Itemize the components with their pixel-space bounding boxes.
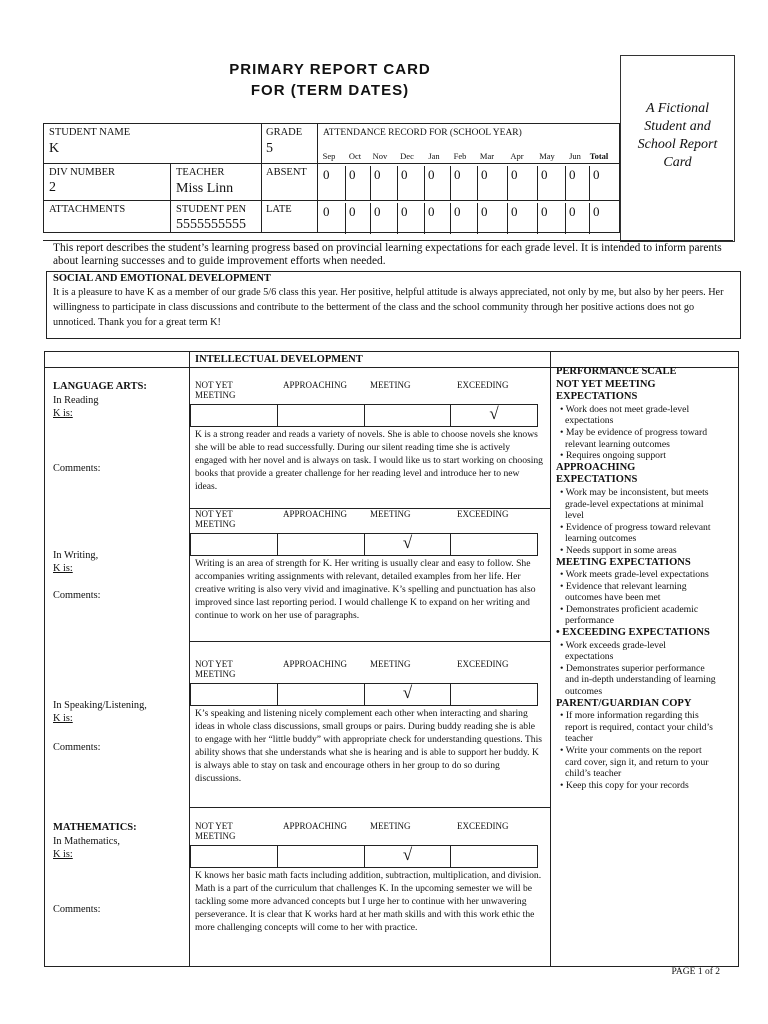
- subject-heading: LANGUAGE ARTS:: [53, 381, 147, 392]
- check-mark-icon: √: [489, 404, 499, 423]
- check-mark-icon: √: [402, 845, 413, 864]
- subject-area: In Reading: [53, 395, 99, 406]
- attendance-cell-divider: [370, 203, 371, 234]
- parent-bullet: • Write your comments on the report card cover, sign it, and return to your child’s teacher: [556, 745, 716, 780]
- attachments-label: ATTACHMENTS: [49, 204, 126, 215]
- scale-bullet: • Work meets grade-level expectations: [556, 569, 716, 581]
- scale-bullet: • Needs support in some areas: [556, 545, 716, 557]
- attendance-cell-divider: [397, 166, 398, 201]
- comments-label: Comments:: [53, 904, 101, 915]
- section-divider: [190, 641, 550, 642]
- subject-area: In Speaking/Listening,: [53, 700, 147, 711]
- fictional-note-box: [620, 55, 735, 242]
- absent-count: 0: [428, 167, 435, 182]
- rating-scale-label: APPROACHING: [283, 509, 348, 519]
- teacher-comment: K is a strong reader and reads a variety of novels. She is able to choose novels she knows she will be able to read successfully. During our silent reading time she is actively engaged with her novel and is always on task. I would like us to start working on choosing books that provide a greater challenge for her reading level and introduce her to new ideas.: [195, 429, 543, 493]
- scale-bullet: • Demonstrates proficient academic performance: [556, 604, 716, 627]
- rating-scale-label: EXCEEDING: [457, 509, 509, 519]
- late-count: 0: [428, 204, 435, 219]
- absent-count: 0: [569, 167, 576, 182]
- late-count: 0: [454, 204, 461, 219]
- attendance-cell-divider: [477, 166, 478, 201]
- scale-bullet: • Requires ongoing support: [556, 450, 716, 462]
- absent-count: 0: [541, 167, 548, 182]
- late-count: 0: [401, 204, 408, 219]
- rating-box[interactable]: [450, 845, 538, 868]
- month-header: Total: [589, 151, 609, 161]
- student-is-label: K is:: [53, 563, 73, 574]
- absent-count: 0: [511, 167, 518, 182]
- month-header: Feb: [453, 151, 467, 161]
- student-is-label: K is:: [53, 849, 73, 860]
- scale-bullet: • Evidence of progress toward relevant learning outcomes: [556, 522, 716, 545]
- month-header: Sep: [322, 151, 336, 161]
- comments-label: Comments:: [53, 742, 101, 753]
- rating-box[interactable]: [277, 404, 365, 427]
- student-name-label: STUDENT NAME: [49, 127, 131, 138]
- subject-area: In Mathematics,: [53, 836, 120, 847]
- rating-box[interactable]: [277, 683, 365, 706]
- scale-group-title: NOT YET MEETING EXPECTATIONS: [556, 378, 656, 403]
- teacher-label: TEACHER: [176, 167, 225, 178]
- attendance-cell-divider: [345, 166, 346, 201]
- rating-scale-label: NOT YET MEETING: [195, 380, 236, 400]
- parent-bullet: • If more information regarding this report is required, contact your child’s teacher: [556, 710, 716, 745]
- fictional-note: A Fictional Student and School Report Card: [637, 101, 718, 170]
- month-header: Jan: [428, 151, 440, 161]
- scale-group-title: MEETING EXPECTATIONS: [556, 556, 691, 568]
- rating-box[interactable]: [190, 404, 278, 427]
- check-mark-icon: √: [402, 683, 413, 702]
- rating-box[interactable]: [364, 533, 451, 556]
- rating-box[interactable]: [450, 404, 538, 427]
- attendance-cell-divider: [477, 203, 478, 234]
- attendance-cell-divider: [424, 203, 425, 234]
- attendance-label: ATTENDANCE RECORD FOR (SCHOOL YEAR): [323, 128, 522, 138]
- attendance-cell-divider: [424, 166, 425, 201]
- absent-count: 0: [323, 167, 330, 182]
- teacher-name: Miss Linn: [176, 181, 234, 196]
- late-count: 0: [323, 204, 330, 219]
- late-count: 0: [541, 204, 548, 219]
- absent-count: 0: [401, 167, 408, 182]
- parent-bullet: • Keep this copy for your records: [556, 780, 716, 792]
- report-title-line2: FOR (TERM DATES): [250, 82, 410, 99]
- rating-scale-label: NOT YET MEETING: [195, 659, 236, 679]
- attendance-cell-divider: [370, 166, 371, 201]
- rating-scale-label: EXCEEDING: [457, 659, 509, 669]
- comments-label: Comments:: [53, 463, 101, 474]
- attendance-cell-divider: [565, 203, 566, 234]
- late-count: 0: [374, 204, 381, 219]
- performance-scale-heading: PERFORMANCE SCALE: [556, 366, 677, 377]
- rating-box[interactable]: [277, 533, 365, 556]
- rating-box[interactable]: [364, 845, 451, 868]
- student-pen: 5555555555: [176, 217, 246, 232]
- absent-count: 0: [374, 167, 381, 182]
- teacher-comment: Writing is an area of strength for K. Her writing is usually clear and easy to follow. She accompanies writing assignments with relevant, detailed examples from her life. Her creative writing is also very vivid and imaginative. K’s spelling and punctuation has also improved since last reporting period. I would challenge K to expand on her writing and continue to work on her use of paragraphs.: [195, 558, 536, 622]
- rating-scale-label: EXCEEDING: [457, 821, 509, 831]
- check-mark-icon: √: [402, 533, 413, 552]
- student-is-label: K is:: [53, 713, 73, 724]
- attendance-cell-divider: [537, 203, 538, 234]
- attendance-cell-divider: [397, 203, 398, 234]
- scale-bullet: • Demonstrates superior performance and in-depth understanding of learning outcomes: [556, 663, 716, 698]
- absent-count: 0: [593, 167, 600, 182]
- rating-scale-label: APPROACHING: [283, 380, 348, 390]
- intellectual-heading: INTELLECTUAL DEVELOPMENT: [195, 354, 363, 365]
- month-header: Apr: [510, 151, 524, 161]
- rating-scale-label: NOT YET MEETING: [195, 821, 236, 841]
- absent-count: 0: [454, 167, 461, 182]
- month-header: Jun: [569, 151, 581, 161]
- rating-scale-label: MEETING: [370, 821, 411, 831]
- absent-count: 0: [349, 167, 356, 182]
- month-header: May: [539, 151, 555, 161]
- month-header: Mar: [479, 151, 495, 161]
- attendance-cell-divider: [450, 166, 451, 201]
- attendance-cell-divider: [537, 166, 538, 201]
- late-count: 0: [349, 204, 356, 219]
- attendance-cell-divider: [507, 203, 508, 234]
- absent-label: ABSENT: [266, 167, 307, 178]
- rating-box[interactable]: [364, 683, 451, 706]
- student-name: K: [49, 141, 60, 156]
- month-header: Nov: [372, 151, 388, 161]
- attendance-cell-divider: [507, 166, 508, 201]
- subject-area: In Writing,: [53, 550, 99, 561]
- student-is-label: K is:: [53, 408, 73, 419]
- late-count: 0: [481, 204, 488, 219]
- div-number: 2: [49, 180, 56, 195]
- rating-scale-label: APPROACHING: [283, 821, 348, 831]
- attendance-cell-divider: [345, 203, 346, 234]
- page-number: PAGE 1 of 2: [671, 967, 720, 977]
- attendance-cell-divider: [565, 166, 566, 201]
- parent-copy-heading: PARENT/GUARDIAN COPY: [556, 697, 692, 709]
- attendance-cell-divider: [589, 203, 590, 234]
- subject-heading: MATHEMATICS:: [53, 822, 137, 833]
- comments-label: Comments:: [53, 590, 101, 601]
- rating-box[interactable]: [190, 845, 278, 868]
- scale-bullet: • Work does not meet grade-level expectations: [556, 404, 716, 427]
- late-count: 0: [511, 204, 518, 219]
- rating-box[interactable]: [450, 533, 538, 556]
- month-header: Oct: [348, 151, 362, 161]
- rating-scale-label: NOT YET MEETING: [195, 509, 236, 529]
- rating-box[interactable]: [364, 404, 451, 427]
- rating-box[interactable]: [190, 533, 278, 556]
- scale-bullet: • Work exceeds grade-level expectations: [556, 640, 716, 663]
- late-label: LATE: [266, 204, 292, 215]
- rating-box[interactable]: [190, 683, 278, 706]
- teacher-comment: K knows her basic math facts including addition, subtraction, multiplication, and division. Math is a part of the curriculum that challenges K. In the upcoming semester we will be tackling some more advanced concepts but I urge her to continue with her unwavering perseverance. It is clear that K works hard at her math skills and with this work ethic the more challenging concepts will come to her with practice.: [195, 870, 542, 934]
- rating-box[interactable]: [277, 845, 365, 868]
- rating-scale-label: MEETING: [370, 659, 411, 669]
- scale-group-title: • EXCEEDING EXPECTATIONS: [556, 627, 710, 639]
- performance-scale-groups: [556, 379, 716, 698]
- report-title-line1: PRIMARY REPORT CARD: [229, 61, 431, 78]
- scale-bullet: • May be evidence of progress toward relevant learning outcomes: [556, 427, 716, 450]
- rating-scale-label: MEETING: [370, 380, 411, 390]
- attendance-cell-divider: [589, 166, 590, 201]
- intro-text: This report describes the student’s learning progress based on provincial learning expectations for each grade level. It is intended to inform parents about learning successes and to guide improvement efforts when needed.: [53, 242, 722, 267]
- parent-copy-bullets: [556, 710, 716, 791]
- social-text: It is a pleasure to have K as a member of our grade 5/6 class this year. Her positive, helpful attitude is always appreciated, not only by me, but also by her peers. Her willingness to participate in class discussions and contribute to the betterment of the class and the school community through her positive actions does not go unnoticed. Thank you for a great term K!: [53, 287, 724, 328]
- grade-value: 5: [266, 141, 273, 156]
- grade-label: GRADE: [266, 127, 303, 138]
- teacher-comment: K’s speaking and listening nicely complement each other when interacting and sharing ideas in whole class discussions, small groups or pairs. During buddy reading she is able to engage with her “little buddy” with appropriate check for understanding questions. This ability shows that she understands what she is hearing and is able to support her buddy. K is always able to stay on task and encourage others in her group to do so during discussions.: [195, 708, 542, 785]
- late-count: 0: [593, 204, 600, 219]
- scale-group-title: APPROACHING EXPECTATIONS: [556, 461, 638, 486]
- rating-scale-label: APPROACHING: [283, 659, 348, 669]
- performance-scale-column: [556, 366, 716, 791]
- scale-bullet: • Work may be inconsistent, but meets grade-level expectations at minimal level: [556, 487, 716, 522]
- rating-scale-label: EXCEEDING: [457, 380, 509, 390]
- rating-scale-label: MEETING: [370, 509, 411, 519]
- div-number-label: DIV NUMBER: [49, 167, 116, 178]
- absent-count: 0: [481, 167, 488, 182]
- rating-box[interactable]: [450, 683, 538, 706]
- month-header: Dec: [400, 151, 414, 161]
- attendance-cell-divider: [450, 203, 451, 234]
- student-pen-label: STUDENT PEN: [176, 204, 247, 215]
- social-heading: SOCIAL AND EMOTIONAL DEVELOPMENT: [53, 273, 271, 284]
- late-count: 0: [569, 204, 576, 219]
- scale-bullet: • Evidence that relevant learning outcomes have been met: [556, 581, 716, 604]
- section-divider: [190, 807, 550, 808]
